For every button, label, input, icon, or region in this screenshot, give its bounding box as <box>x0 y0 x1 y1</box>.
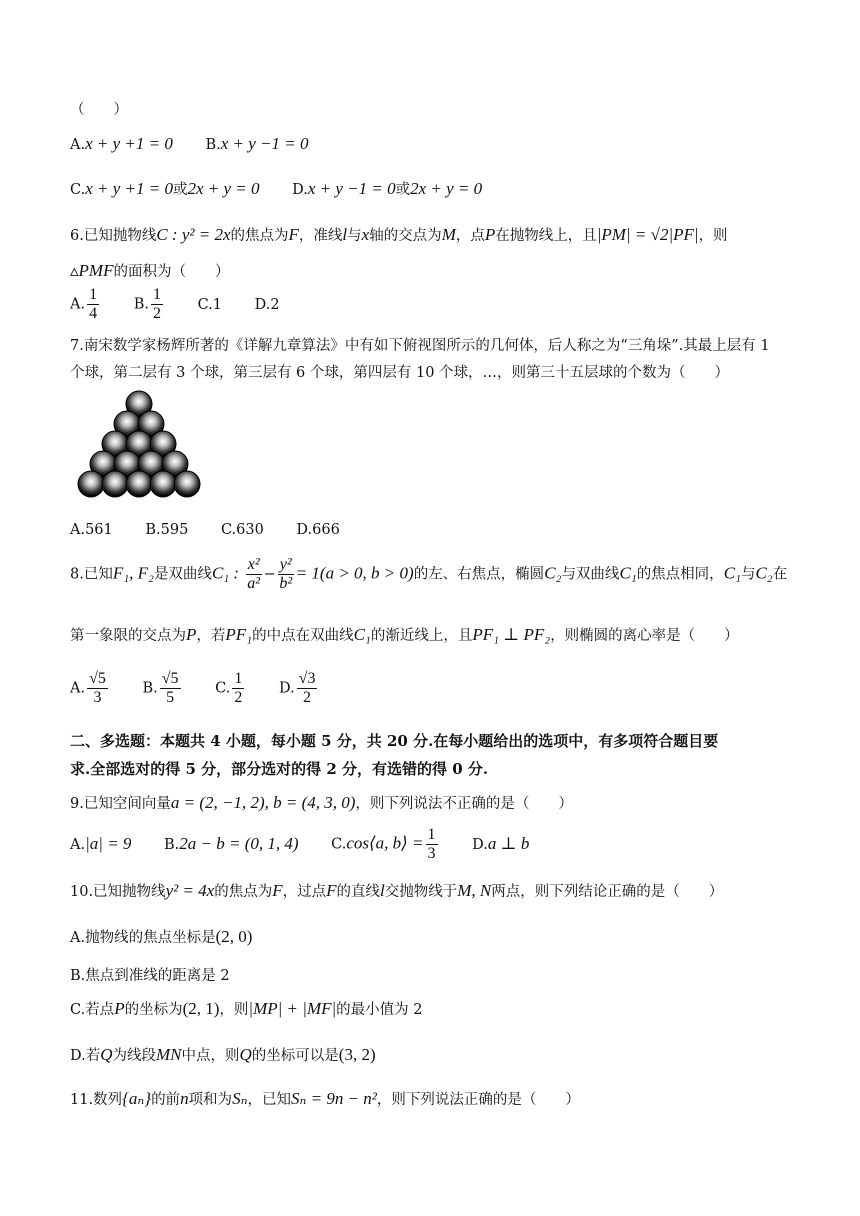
q5-options-ab: A.x + y +1 = 0 B.x + y −1 = 0 <box>70 134 309 153</box>
pile-ball <box>174 471 200 497</box>
q5-bracket: （ ） <box>70 102 128 118</box>
q8-stem-line2: 第一象限的交点为P，若PF₁的中点在双曲线C₁的渐近线上，且PF₁ ⊥ PF₂，则椭圆的离心率是（ ） <box>70 625 739 644</box>
q9-options: A.|a| = 9 B.2a − b = (0, 1, 4) C.cos⟨a, b⟩ = $\frac{1}{3}$ D.a ⊥ b <box>70 826 530 862</box>
q7-stem-line2: 个球，第二层有 3 个球，第三层有 6 个球，第四层有 10 个球，…，则第三十五层球的个数为（ ） <box>70 365 730 381</box>
q10-option-a: A.抛物线的焦点坐标是(2, 0) <box>70 927 253 946</box>
q7-stem-line1: 7.南宋数学家杨辉所著的《详解九章算法》中有如下俯视图所示的几何体，后人称之为“三角垛”.其最上层有 1 <box>70 338 770 354</box>
q6-options: A. $\frac{1}{4}$ B. $\frac{1}{2}$ C.1 D.2 <box>70 286 280 322</box>
q11-stem: 11.数列{aₙ}的前n项和为Sₙ，已知Sₙ = 9n − n²，则下列说法正确的是（ ） <box>70 1089 580 1108</box>
pile-ball <box>102 471 128 497</box>
q6-stem-line1: 6.已知抛物线C : y² = 2x的焦点为F，准线l与x轴的交点为M，点P在抛物线上，且|PM| = √2|PF|，则 <box>70 225 728 244</box>
q10-option-c: C.若点P的坐标为(2, 1)，则|MP| + |MF|的最小值为 2 <box>70 999 423 1018</box>
q9-stem: 9.已知空间向量a = (2, −1, 2), b = (4, 3, 0)，则下列说法不正确的是（ ） <box>70 793 573 812</box>
q10-option-b: B.焦点到准线的距离是 2 <box>70 968 230 984</box>
q6-stem-line2: ▵PMF的面积为（ ） <box>70 261 230 280</box>
q10-option-d: D.若Q为线段MN中点，则Q的坐标可以是(3, 2) <box>70 1045 376 1064</box>
q8-stem-line1: 8.已知F₁, F₂是双曲线C₁ : $\frac{\text{x²}}{\text{a²}}$ − $\frac{\text{y²}}{\text{b²}}$ = 1(a > 0, b > 0)的左、右焦点，椭圆C₂与双曲线C₁的焦点相同，C₁与C₂在 <box>70 556 788 592</box>
section2-heading-line2: 求.全部选对的得 5 分，部分选对的得 2 分，有选错的得 0 分. <box>70 760 489 778</box>
q5-options-cd: C.x + y +1 = 0或2x + y = 0 D.x + y −1 = 0或2x + y = 0 <box>70 179 483 198</box>
pile-ball <box>78 471 104 497</box>
q10-stem: 10.已知抛物线y² = 4x的焦点为F，过点F的直线l交抛物线于M, N两点，则下列结论正确的是（ ） <box>70 881 724 900</box>
pile-ball <box>150 471 176 497</box>
q7-options: A.561 B.595 C.630 D.666 <box>70 522 340 538</box>
pile-ball <box>126 471 152 497</box>
q8-options: A. $\frac{√5}{3}$ B. $\frac{√5}{5}$ C. $\frac{1}{2}$ D. $\frac{√3}{2}$ <box>70 670 316 706</box>
section2-heading-line1: 二、多选题：本题共 4 小题，每小题 5 分，共 20 分.在每小题给出的选项中，有多项符合题目要 <box>70 732 719 750</box>
triangular-ball-pile-figure <box>74 388 204 510</box>
